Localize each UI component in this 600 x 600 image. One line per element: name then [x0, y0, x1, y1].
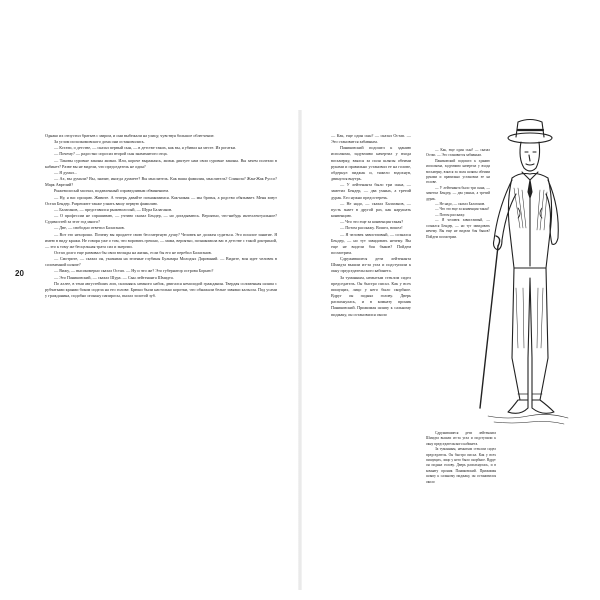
left-page-text — [45, 133, 277, 411]
paragraph: — Вот это нехорошо. Почему вы продаете свою бессмертную душу? Человек не должен судиться. Это пошлое занятие. Я имею в виду кражи. Не говоря уже о том, что воровать грешно, — мама, вероятно, познакомила вас в детстве с такой доктриной, — это к тому же бесцельная трата сил и энергии. — [45, 231, 277, 249]
paragraph: Остап долго еще развивал бы свои взгляды на жизнь, если бы его не перебил Балаганов. — [54, 249, 212, 255]
left-shoe — [508, 400, 528, 413]
page-fold — [298, 110, 302, 590]
paragraph: — Балаганов, — представился рыжеволосый, — Шура Балаганов. — [54, 206, 173, 212]
paragraph: За туманным, немытым стеклом сидел председатель. Он быстро писал. Как у всех пишущих, лицо у него было скорбное. Вдруг он поднял голову. Дверь распахнулась, и в комнату проник Паниковский. Прижимая шляпу к сальному пиджаку, он остановился около — [331, 274, 411, 317]
right-page-lower-text — [426, 431, 496, 561]
paragraph: — Что это еще за конвенция такая? — [435, 207, 490, 212]
paragraph: — Потом расскажу. — [435, 212, 465, 217]
paragraph: — Ах, вы думали? Вы, значит, иногда думаете? Вы мыслитель. Как ваша фамилия, мыслитель? Спиноза? Жан-Жак Руссо? Марк Аврелий? — [45, 176, 277, 188]
paragraph: Сдружившиеся дети лейтенанта Шмидта вышли из-за угла и подступили к окну председательского кабинета. — [331, 256, 411, 274]
paragraph: — Две, — свободно ответил Балаганов. — [54, 225, 125, 231]
paragraph: — Что это еще за конвенция такая? — [340, 219, 404, 225]
paragraph: — Я человек завистливый, — сознался Бендер, — но тут завидовать нечему. Вы еще не видели боя быков? Пойдем посмотрим. — [331, 231, 411, 255]
illustration-drawing — [468, 108, 578, 438]
page-number: 20 — [15, 269, 24, 278]
left-arm — [494, 180, 517, 250]
paragraph: — У лейтенанта было три сына, — заметил Бендер, — два умных, а третий дурак. — [426, 185, 490, 201]
hat-brim — [508, 133, 552, 143]
paragraph: За туманным, немытым стеклом сидел председатель. Он быстро писал. Как у всех пишущих, лицо у него было скорбное. Вдруг он поднял голову. Дверь распахнулась, и в комнату проник Паниковский. Прижимая шляпу к сальному пиджаку, он остановился около — [426, 447, 496, 484]
paragraph: Рыжеволосый молчал, подавленный справедливым обвинением. — [54, 188, 170, 194]
right-page-main-text — [331, 133, 411, 565]
paragraph: — Ну, я вас прощаю. Живите. А теперь давайте познакомимся. Как-никак — мы братья, а родство обязывает. Меня зовут Остап Бендер. Разрешите также узнать вашу первую фамилию. — [45, 194, 277, 206]
paragraph: — Почему? — радостно спросил второй сын знаменитого отца. — [54, 151, 168, 157]
illustration-man-with-cane — [468, 108, 578, 438]
paragraph: — Таковы суровые законы жизни. Или, короче выражаясь, жизнь диктует нам свои суровые законы. Вы зачем полезли в кабинет? Разве вы не видели, что председатель не один? — [45, 157, 277, 169]
paragraph: Однако их отпустил братьев с миром, и они выбежали на улицу, чувствуя большое облегчение. — [45, 133, 215, 138]
paragraph: — О профессии не спрашиваю, — учтиво сказал Бендер, — но догадываюсь. Вероятно, что-нибудь интеллектуальное? Судимостей за этот год много? — [45, 213, 277, 225]
paragraph: — У лейтенанта было три сына, — заметил Бендер, — два умных, а третий дурак. Его нужно предостеречь. — [331, 182, 411, 200]
paragraph: По аллее, в тени августейших лип, склоняясь немного набок, двигался немолодой гражданин. Твердая соломенная шляпа с рубчатыми краями боком сидела на его голове. Брюки были настолько коротки, что обнажали белые завязки кальсон. Под усами у гражданина, подобно огоньку папиросы, пылал золотой зуб. — [45, 280, 277, 299]
paragraph: — Не надо, — сказал Балаганов, — пусть знает в другой раз, как нарушать конвенцию. — [331, 200, 411, 219]
paragraph: — Это Паниковский, — сказал Шура. — Сын лейтенанта Шмидта. — [54, 274, 174, 280]
paragraph: — Я человек завистливый, — сознался Бендер, — но тут завидовать нечему. Вы еще не видели боя быков? Пойдем посмотрим. — [426, 218, 490, 239]
paragraph: — Вижу, — высокомерно сказал Остап. — Ну и что же? Это губернатор острова Борнео? — [54, 268, 214, 274]
right-arm — [546, 180, 558, 244]
paragraph: — Не надо, — сказал Балаганов. — [435, 202, 486, 207]
paragraph: За углом исполкомовского дома они остановились. — [54, 139, 145, 145]
paragraph: — Как, еще один сын? — сказал Остап. — Это становится забавным. — [331, 133, 411, 145]
cane — [480, 246, 498, 408]
hat-crown — [516, 120, 544, 138]
paragraph: Паниковский подошел к зданию исполкома, задумчиво начертил у входа восьмерку, взялся за поля шляпы обеими руками и правильно установил ее на голове, обдернул пиджак и, тяжело вздохнув, двинулся внутрь. — [331, 145, 411, 182]
paragraph: — Кстати, о детстве, — сказал первый сын, — в детстве таких, как вы, я убивал на месте. Из рогатки. — [54, 145, 237, 151]
paragraph: — Я думал... — [54, 169, 77, 175]
paragraph: — Смотрите, — сказал он, указывая на зеленые глубины Бульвара Молодых Дарований. — Видите, вон идет человек в соломенной шляпе? — [45, 256, 277, 268]
paragraph: — Как, еще один сын? — сказал Остап. — Это становится забавным. — [426, 148, 490, 158]
paragraph: Сдружившиеся дети лейтенанта Шмидта вышли из-за угла и подступили к окну председательского кабинета. — [426, 431, 496, 446]
paragraph: Паниковский подошел к зданию исполкома, задумчиво начертил у входа восьмерку, взялся за поля шляпы обеими руками и правильно установил ее на голове. — [426, 158, 490, 185]
paragraph: — Потом расскажу. Вошел, вошел! — [340, 225, 403, 231]
right-shoe — [532, 400, 554, 413]
